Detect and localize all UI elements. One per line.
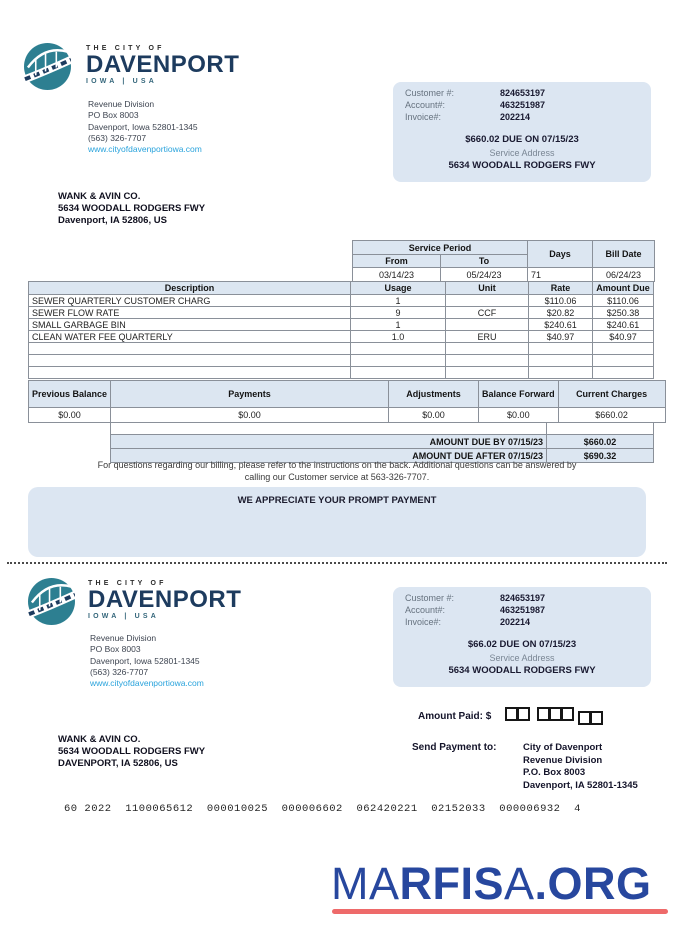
amount-due-headline: $660.02 DUE ON 07/15/23 <box>465 134 579 145</box>
account-summary-box <box>393 82 651 182</box>
amount-due-after-value: $690.32 <box>547 449 654 463</box>
bill-date-header: Bill Date <box>593 241 655 268</box>
letterhead-address-block <box>88 99 202 155</box>
account-number-value: 463251987 <box>500 100 546 110</box>
letterhead-phone: (563) 326-7707 <box>90 666 149 677</box>
footnote-line1: For questions regarding our billing, please refer to the instructions on the back. Additional questions can be answered by <box>97 460 577 470</box>
payee-division: Revenue Division <box>523 754 603 766</box>
stub-amount-due-headline: $66.02 DUE ON 07/15/23 <box>467 639 577 650</box>
letterhead-phone: (563) 326-7707 <box>88 132 147 143</box>
billto-street: 5634 WOODALL RODGERS FWY <box>58 203 206 214</box>
invoice-number-row: Invoice#: 202214 <box>405 617 531 627</box>
letterhead-city: Davenport, Iowa 52801-1345 <box>90 655 200 666</box>
letterhead-division: Revenue Division <box>90 633 157 643</box>
amount-due-by-row <box>111 435 654 449</box>
letterhead-pobox: PO Box 8003 <box>90 644 141 655</box>
balance-summary-table <box>28 380 666 423</box>
service-address-value: 5634 WOODALL RODGERS FWY <box>448 160 596 171</box>
amount-paid-box[interactable] <box>590 711 603 725</box>
account-number-value: 463251987 <box>500 605 546 615</box>
charge-row: SEWER QUARTERLY CUSTOMER CHARG 1 $110.06 $110.06 <box>29 295 654 307</box>
amount-due-table <box>110 422 654 463</box>
billto-city: Davenport, IA 52806, US <box>58 215 167 226</box>
billto-street: 5634 WOODALL RODGERS FWY <box>58 746 206 757</box>
customer-number-value: 824653197 <box>500 593 546 603</box>
col-current-charges: Current Charges <box>558 381 665 408</box>
letterhead-website-link[interactable]: www.cityofdavenportiowa.com <box>90 678 204 689</box>
charges-table <box>28 281 654 379</box>
letterhead-address-block <box>90 633 204 689</box>
charge-row-empty <box>29 355 654 367</box>
col-rate: Rate <box>529 282 593 295</box>
amount-due-by-value: $660.02 <box>547 435 654 449</box>
summary-values-row: $0.00 $0.00 $0.00 $0.00 $660.02 <box>29 408 666 423</box>
invoice-number-row: Invoice#: 202214 <box>405 112 531 122</box>
bill-date-value: 06/24/23 <box>593 268 655 282</box>
service-address-label: Service Address <box>489 653 555 663</box>
col-payments: Payments <box>111 381 389 408</box>
city-logo-icon <box>28 578 75 630</box>
prompt-payment-text: WE APPRECIATE YOUR PROMPT PAYMENT <box>237 495 437 506</box>
invoice-number-value: 202214 <box>500 617 531 627</box>
customer-number-row: Customer #: 824653197 <box>405 88 546 98</box>
col-adjustments: Adjustments <box>389 381 479 408</box>
amount-due-after-label: AMOUNT DUE AFTER 07/15/23 <box>111 449 547 463</box>
billto-city: DAVENPORT, IA 52806, US <box>58 758 178 769</box>
brand-iowa-usa: IOWA | USA <box>88 613 160 620</box>
service-address-label: Service Address <box>489 148 555 158</box>
stub-billto-address-block <box>58 734 205 770</box>
letterhead-pobox: PO Box 8003 <box>88 110 139 121</box>
payee-address-block <box>523 742 638 792</box>
perforation-line <box>7 562 667 564</box>
charge-row: CLEAN WATER FEE QUARTERLY 1.0 ERU $40.97 $40.97 <box>29 331 654 343</box>
customer-number-value: 824653197 <box>500 88 546 98</box>
service-period-header: Service Period <box>353 241 528 255</box>
service-address-value: 5634 WOODALL RODGERS FWY <box>448 665 596 676</box>
amount-paid-label: Amount Paid: $ <box>418 711 492 722</box>
send-payment-label: Send Payment to: <box>412 742 497 753</box>
billto-name: WANK & AVIN CO. <box>58 734 141 745</box>
billto-address-block <box>58 191 205 227</box>
invoice-number-value: 202214 <box>500 112 531 122</box>
ocr-scanline: 60 2022 1100065612 000010025 000006602 062420221 02152033 000006932 4 <box>64 803 581 815</box>
account-number-row: Account#: 463251987 <box>405 100 546 110</box>
service-period-table <box>352 240 655 282</box>
charge-row-empty <box>29 367 654 379</box>
stub-account-summary-box <box>393 587 651 687</box>
payee-city: Davenport, IA 52801-1345 <box>523 779 638 791</box>
account-number-row: Account#: 463251987 <box>405 605 546 615</box>
letterhead-city: Davenport, Iowa 52801-1345 <box>88 121 198 132</box>
from-header: From <box>353 255 441 268</box>
col-amount-due: Amount Due <box>593 282 654 295</box>
amount-paid-box[interactable] <box>561 707 574 721</box>
to-header: To <box>441 255 528 268</box>
footnote-line2: calling our Customer service at 563-326-7707. <box>244 472 430 482</box>
brand-davenport: DAVENPORT <box>86 51 240 78</box>
amount-due-spacer-row <box>111 423 654 435</box>
customer-number-row: Customer #: 824653197 <box>405 593 546 603</box>
col-previous-balance: Previous Balance <box>29 381 111 408</box>
service-from-value: 03/14/23 <box>353 268 441 282</box>
days-header: Days <box>528 241 593 268</box>
amount-due-by-label: AMOUNT DUE BY 07/15/23 <box>111 435 547 449</box>
letterhead-division: Revenue Division <box>88 99 155 109</box>
city-logo-icon <box>24 43 71 95</box>
brand-the-city-of: THE CITY OF <box>88 580 167 587</box>
brand-davenport: DAVENPORT <box>88 586 242 613</box>
marfisa-wordmark: MARFISA.ORG <box>331 858 652 909</box>
days-value: 71 <box>528 268 593 282</box>
payee-name: City of Davenport <box>523 742 603 753</box>
letterhead-website-link[interactable]: www.cityofdavenportiowa.com <box>88 144 202 155</box>
brand-iowa-usa: IOWA | USA <box>86 78 158 85</box>
billto-name: WANK & AVIN CO. <box>58 191 141 202</box>
col-unit: Unit <box>446 282 529 295</box>
payee-pobox: P.O. Box 8003 <box>523 767 586 778</box>
col-balance-forward: Balance Forward <box>479 381 559 408</box>
brand-the-city-of: THE CITY OF <box>86 45 165 52</box>
charge-row: SEWER FLOW RATE 9 CCF $20.82 $250.38 <box>29 307 654 319</box>
col-description: Description <box>29 282 351 295</box>
amount-paid-box[interactable] <box>517 707 530 721</box>
charge-row: SMALL GARBAGE BIN 1 $240.61 $240.61 <box>29 319 654 331</box>
service-to-value: 05/24/23 <box>441 268 528 282</box>
marfisa-underline <box>332 909 668 914</box>
prompt-payment-box <box>28 487 646 557</box>
charge-row-empty <box>29 343 654 355</box>
col-usage: Usage <box>351 282 446 295</box>
